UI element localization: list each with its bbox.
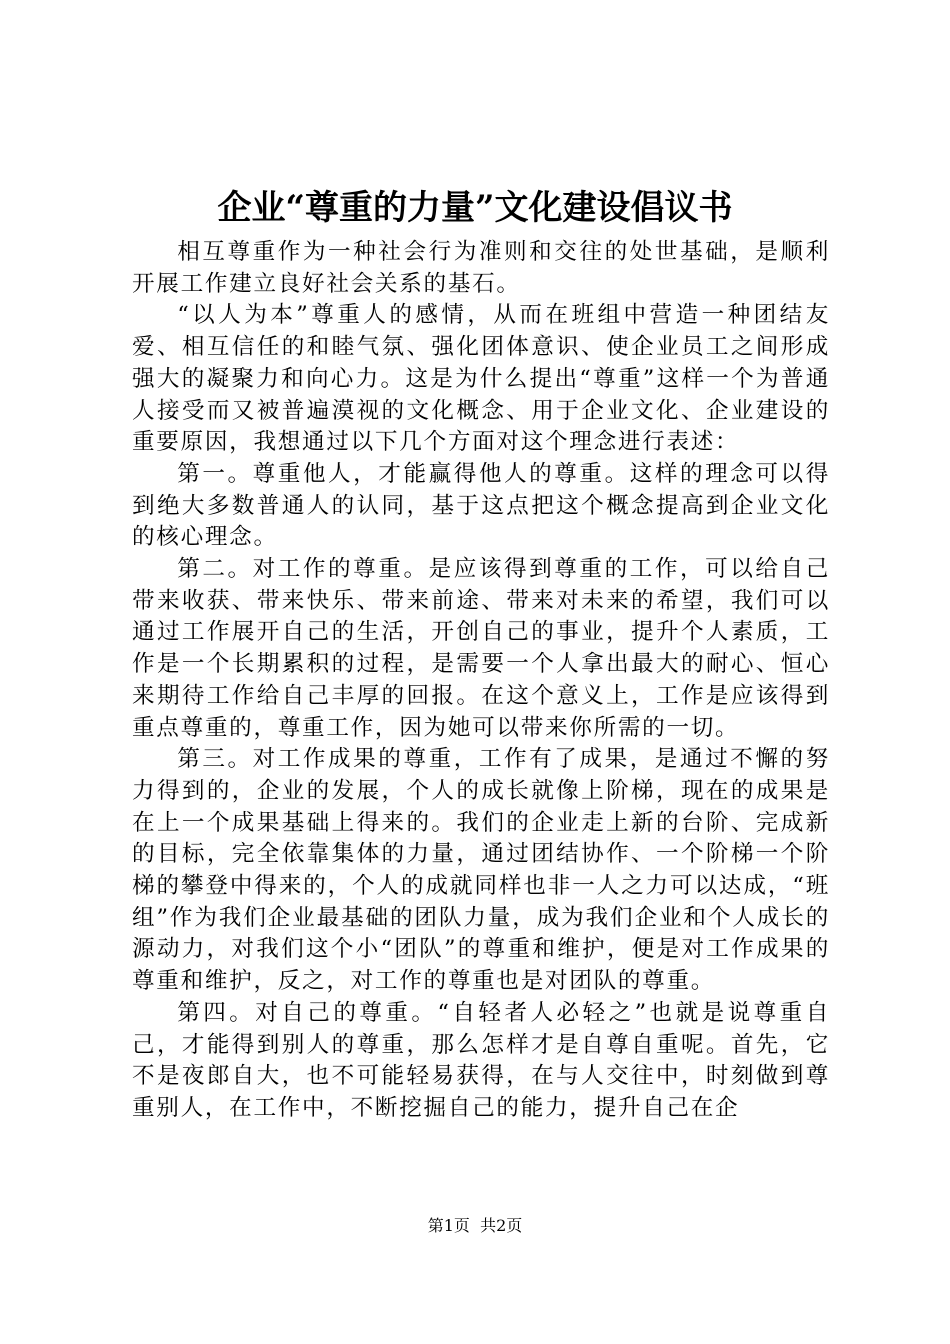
document-body xyxy=(132,237,830,1125)
page-number: 第1页 共2页 xyxy=(427,1216,523,1235)
paragraph-intro: 相互尊重作为一种社会行为准则和交往的处世基础，是顺利开展工作建立良好社会关系的基石。 xyxy=(132,239,830,297)
paragraph-people-oriented: “以人为本”尊重人的感情，从而在班组中营造一种团结友爱、相互信任的和睦气氛、强化团体意识、使企业员工之间形成强大的凝聚力和向心力。这是为什么提出“尊重”这样一个为普通人接受而又被普遍漠视的文化概念、用于企业文化、企业建设的重要原因，我想通过以下几个方面对这个理念进行表述： xyxy=(132,302,830,456)
paragraph-point-four: 第四。对自己的尊重。“自轻者人必轻之”也就是说尊重自己，才能得到别人的尊重，那么怎样才是自尊自重呢。首先，它不是夜郎自大，也不可能轻易获得，在与人交往中，时刻做到尊重别人，在工作中，不断挖掘自己的能力，提升自己在企 xyxy=(132,999,830,1121)
document-title: 企业“尊重的力量”文化建设倡议书 xyxy=(217,188,733,228)
paragraph-point-two: 第二。对工作的尊重。是应该得到尊重的工作，可以给自己带来收获、带来快乐、带来前途、带来对未来的希望，我们可以通过工作展开自己的生活，开创自己的事业，提升个人素质，工作是一个长期累积的过程，是需要一个人拿出最大的耐心、恒心来期待工作给自己丰厚的回报。在这个意义上，工作是应该得到重点尊重的，尊重工作，因为她可以带来你所需的一切。 xyxy=(132,556,830,741)
paragraph-point-three: 第三。对工作成果的尊重，工作有了成果，是通过不懈的努力得到的，企业的发展，个人的成长就像上阶梯，现在的成果是在上一个成果基础上得来的。我们的企业走上新的台阶、完成新的目标，完全依靠集体的力量，通过团结协作、一个阶梯一个阶梯的攀登中得来的，个人的成就同样也非一人之力可以达成，“班组”作为我们企业最基础的团队力量，成为我们企业和个人成长的源动力，对我们这个小“团队”的尊重和维护，便是对工作成果的尊重和维护，反之，对工作的尊重也是对团队的尊重。 xyxy=(132,746,830,995)
paragraph-point-one: 第一。尊重他人，才能赢得他人的尊重。这样的理念可以得到绝大多数普通人的认同，基于这点把这个概念提高到企业文化的核心理念。 xyxy=(132,460,830,551)
page-footer xyxy=(0,1214,950,1238)
